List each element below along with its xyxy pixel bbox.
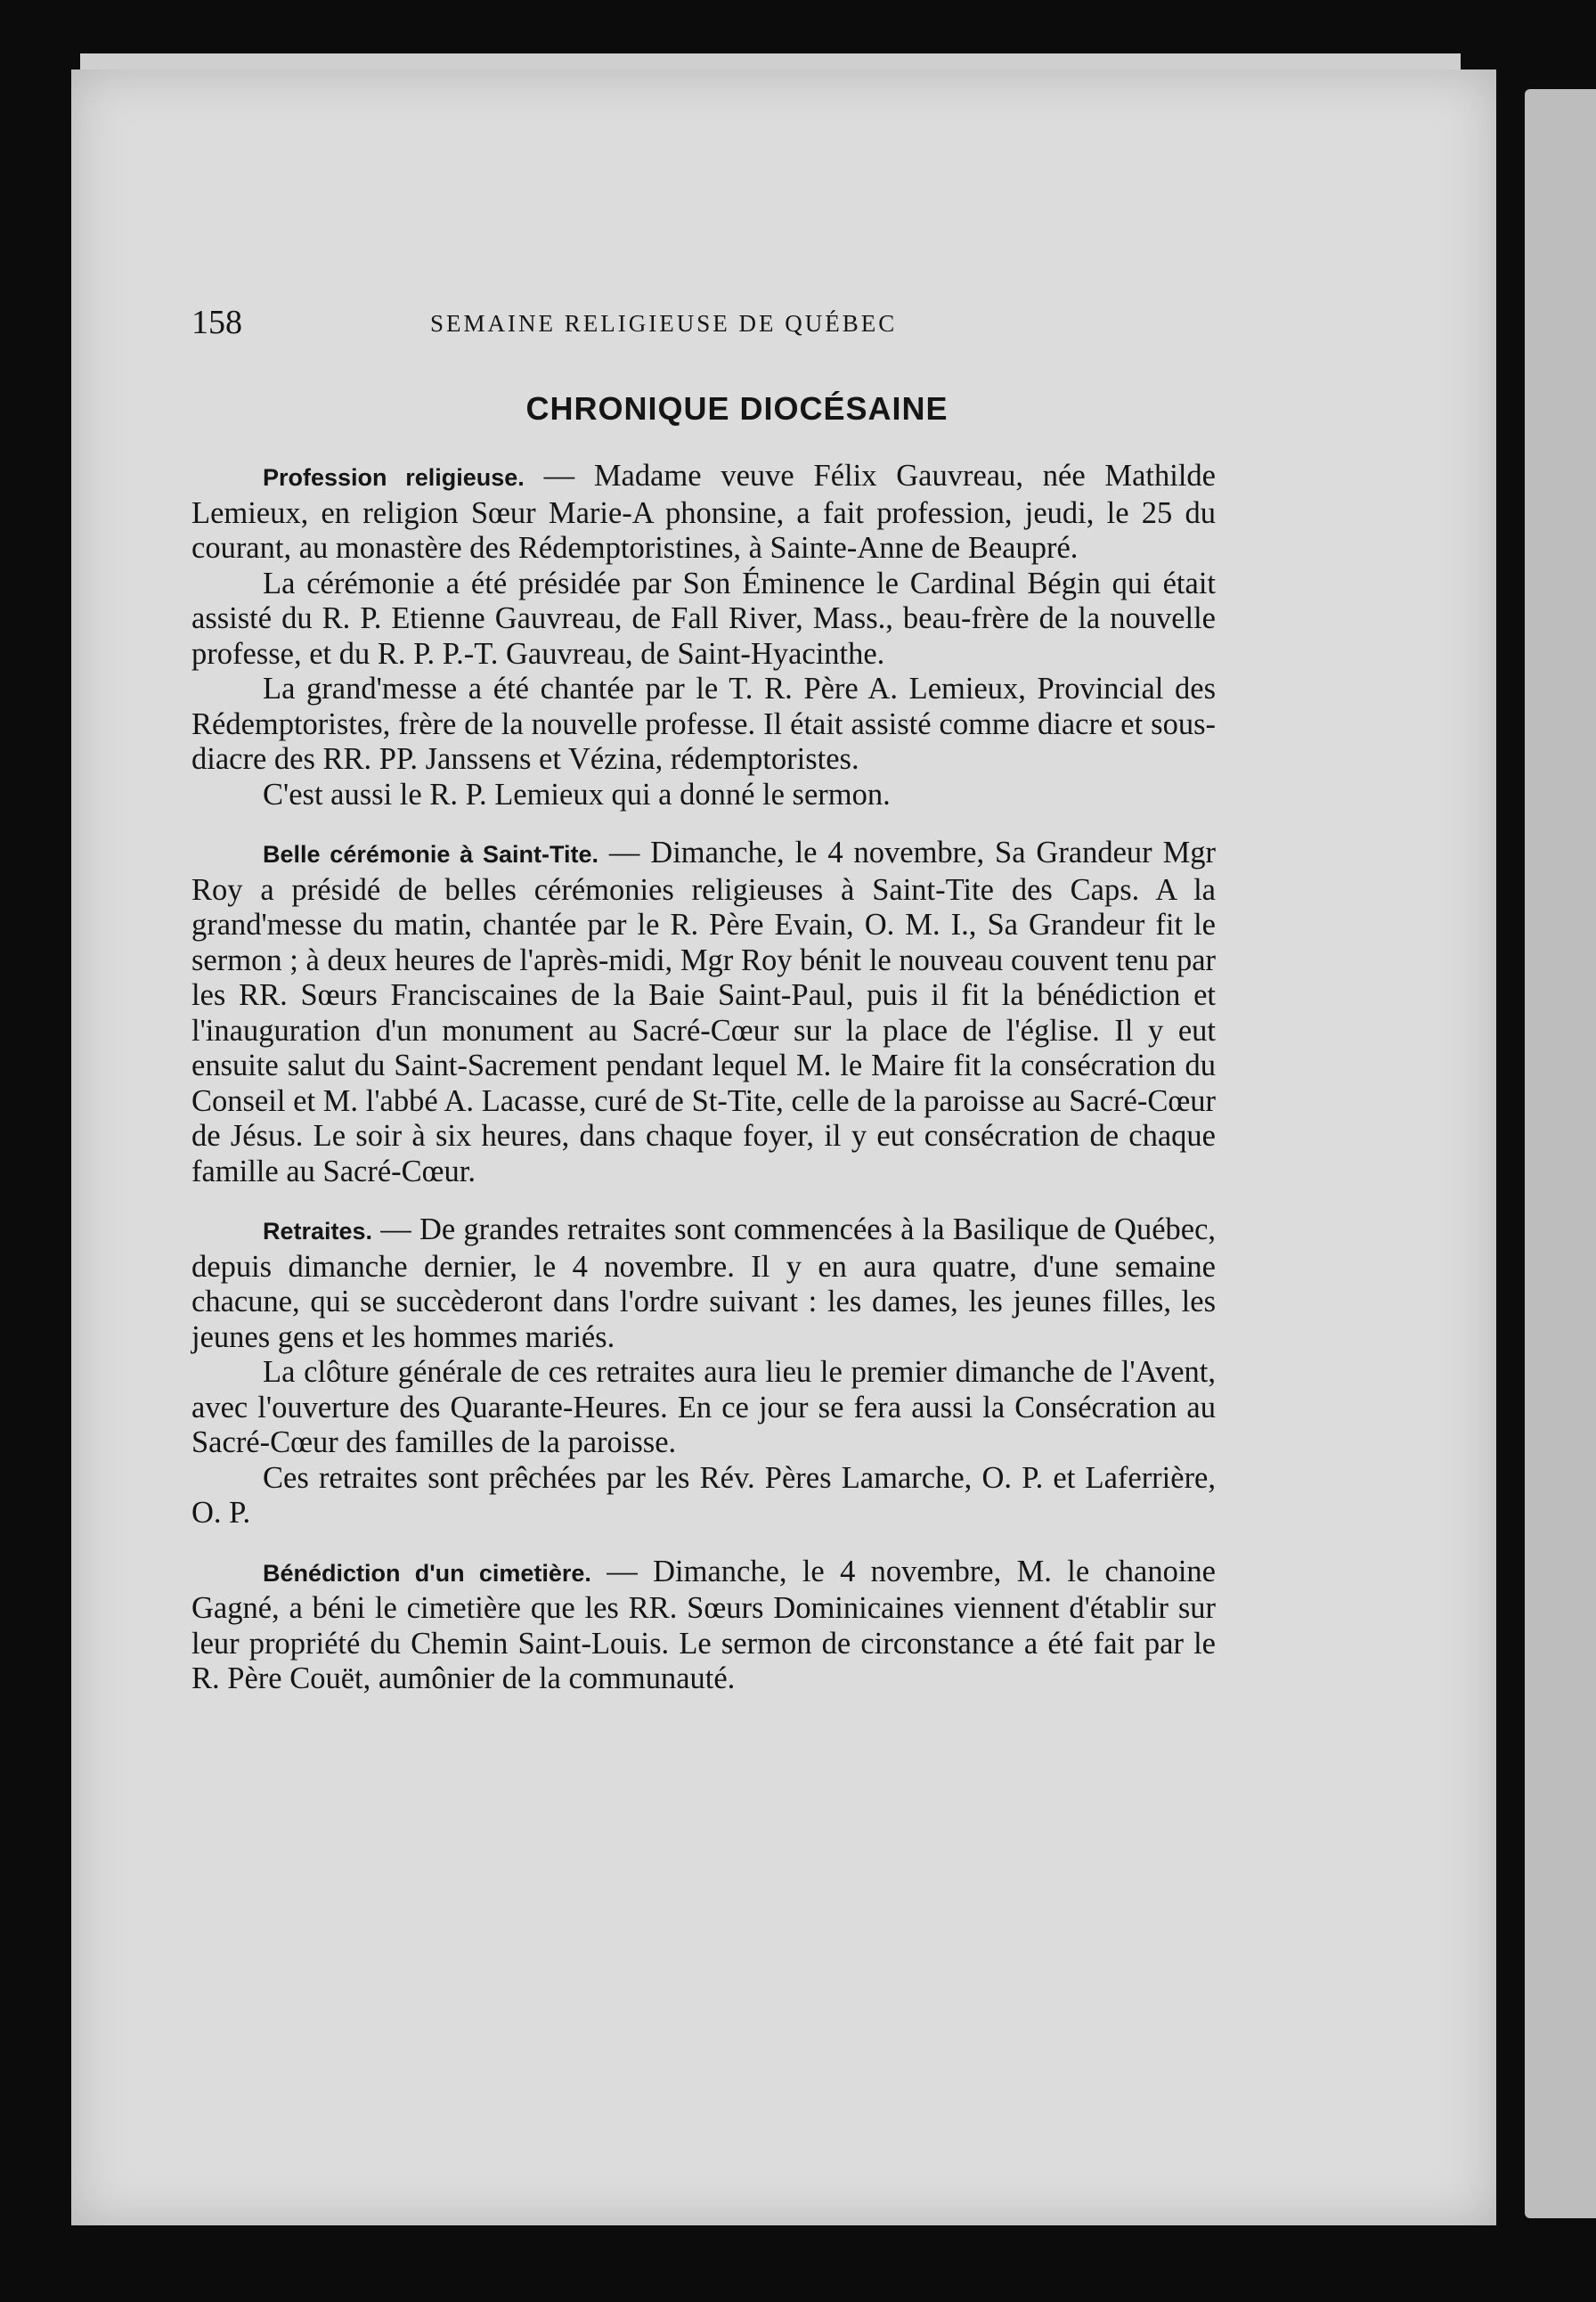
section-paragraph: La clôture générale de ces retraites aura lieu le premier dimanche de l'Avent, avec l'ouverture des Quarante-Heures. En ce jour se fera aussi la Consécration au Sacré-Cœur des familles de la paroisse. bbox=[191, 1355, 1216, 1459]
section-paragraph: Ces retraites sont prêchées par les Rév. Pères Lamarche, O. P. et Laferrière, O. P. bbox=[191, 1460, 1216, 1530]
section-heading: Retraites. bbox=[263, 1218, 373, 1245]
adjacent-page-edge bbox=[1525, 89, 1596, 2218]
paragraph-text: — De grandes retraites sont commencées à la Basilique de Québec, depuis dimanche dernier, le 4 novembre. Il y en aura quatre, d'une semaine chacune, qui se succèderont dans l'ordre suivant : les dames, les jeunes filles, les jeunes gens et les hommes mariés. bbox=[191, 1212, 1217, 1354]
section-paragraph bbox=[191, 459, 1216, 567]
section-paragraph: C'est aussi le R. P. Lemieux qui a donné le sermon. bbox=[263, 777, 891, 812]
paragraph-text: — Dimanche, le 4 novembre, Sa Grandeur Mgr Roy a présidé de belles cérémonies religieuses à Saint-Tite des Caps. A la grand'messe du matin, chantée par le R. Père Evain, O. M. I., Sa Grandeur fit le sermon ; à deux heures de l'après-midi, Mgr Roy bénit le nouveau couvent tenu par les RR. Sœurs Franciscaines de la Baie Saint-Paul, puis il fit la bénédiction et l'inauguration d'un monument au Sacré-Cœur sur la place de l'église. Il y eut ensuite salut du Saint-Sacrement pendant lequel M. le Maire fit la consécration du Conseil et M. l'abbé A. Lacasse, curé de St-Tite, celle de la paroisse au Sacré-Cœur de Jésus. Le soir à six heures, dans chaque foyer, il y eut consécration de chaque famille au Sacré-Cœur. bbox=[191, 836, 1216, 1188]
paragraph-text: — Dimanche, le 4 novembre, M. le chanoine Gagné, a béni le cimetière que les RR. Sœurs Dominicaines viennent d'établir sur leur propriété du Chemin Saint-Louis. Le sermon de circonstance a été fait par le R. Père Couët, aumônier de la communauté. bbox=[191, 1554, 1216, 1695]
section-heading: Bénédiction d'un cimetière. bbox=[263, 1559, 591, 1587]
running-header bbox=[191, 303, 1282, 342]
article-body bbox=[191, 459, 1216, 1697]
section-heading: Profession religieuse. bbox=[263, 464, 525, 491]
section-paragraph bbox=[191, 1212, 1216, 1355]
journal-title: SEMAINE RELIGIEUSE DE QUÉBEC bbox=[430, 310, 898, 337]
paragraph-text: — Madame veuve Félix Gauvreau, née Mathilde Lemieux, en religion Sœur Marie-A phonsine, a fait profession, jeudi, le 25 du courant, au monastère des Rédemptoristines, à Sainte-Anne de Beaupré. bbox=[191, 459, 1216, 565]
document-page bbox=[71, 69, 1496, 2225]
section-paragraph bbox=[191, 836, 1216, 1189]
section-paragraph: La cérémonie a été présidée par Son Éminence le Cardinal Bégin qui était assisté du R. P. Etienne Gauvreau, de Fall River, Mass., beau-frère de la nouvelle professe, et du R. P. P.-T. Gauvreau, de Saint-Hyacinthe. bbox=[191, 566, 1216, 671]
page-top-edge bbox=[80, 53, 1461, 71]
section-paragraph: La grand'messe a été chantée par le T. R. Père A. Lemieux, Provincial des Rédemptoristes, frère de la nouvelle professe. Il était assisté comme diacre et sous-diacre des RR. PP. Janssens et Vézina, rédemptoristes. bbox=[191, 672, 1216, 776]
chronicle-title: CHRONIQUE DIOCÉSAINE bbox=[525, 390, 949, 427]
section-paragraph bbox=[191, 1555, 1216, 1697]
page-number: 158 bbox=[191, 304, 242, 341]
section-heading: Belle cérémonie à Saint-Tite. bbox=[263, 841, 598, 868]
